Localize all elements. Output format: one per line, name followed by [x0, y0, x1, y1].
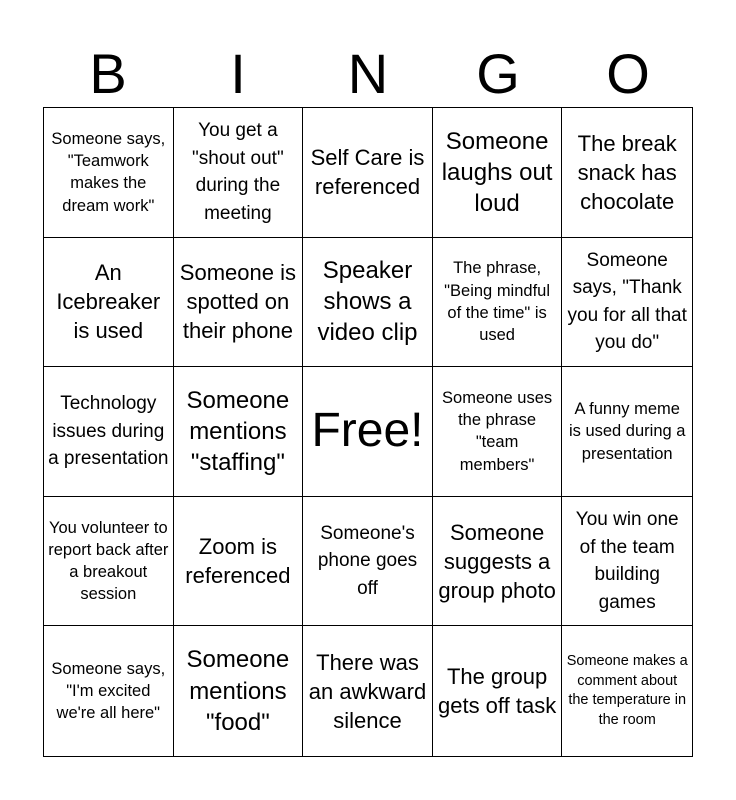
bingo-cell-r4c2[interactable]: Zoom is referenced: [174, 497, 304, 627]
bingo-cell-r2c2[interactable]: Someone is spotted on their phone: [174, 238, 304, 368]
bingo-cell-r5c4[interactable]: The group gets off task: [433, 626, 563, 756]
bingo-cell-r2c4[interactable]: The phrase, "Being mindful of the time" is used: [433, 238, 563, 368]
bingo-cell-r1c5[interactable]: The break snack has chocolate: [562, 108, 692, 238]
header-letter-n: N: [347, 42, 389, 105]
bingo-cell-r4c1[interactable]: You volunteer to report back after a breakout session: [44, 497, 174, 627]
bingo-cell-free[interactable]: Free!: [303, 367, 433, 497]
bingo-cell-r5c1[interactable]: Someone says, "I'm excited we're all here": [44, 626, 174, 756]
bingo-cell-r2c1[interactable]: An Icebreaker is used: [44, 238, 174, 368]
bingo-cell-r1c3[interactable]: Self Care is referenced: [303, 108, 433, 238]
bingo-cell-r1c2[interactable]: You get a "shout out" during the meeting: [174, 108, 304, 238]
bingo-cell-r4c4[interactable]: Someone suggests a group photo: [433, 497, 563, 627]
bingo-cell-r1c1[interactable]: Someone says, "Teamwork makes the dream work": [44, 108, 174, 238]
header-letter-i: I: [230, 42, 246, 105]
bingo-cell-r2c3[interactable]: Speaker shows a video clip: [303, 238, 433, 368]
bingo-cell-r4c5[interactable]: You win one of the team building games: [562, 497, 692, 627]
bingo-cell-r4c3[interactable]: Someone's phone goes off: [303, 497, 433, 627]
bingo-cell-r3c1[interactable]: Technology issues during a presentation: [44, 367, 174, 497]
header-letter-o: O: [606, 42, 650, 105]
bingo-cell-r3c5[interactable]: A funny meme is used during a presentation: [562, 367, 692, 497]
bingo-board: [43, 107, 693, 757]
bingo-cell-r5c2[interactable]: Someone mentions "food": [174, 626, 304, 756]
header-letter-b: B: [89, 42, 127, 105]
header-letter-g: G: [476, 42, 520, 105]
bingo-cell-r1c4[interactable]: Someone laughs out loud: [433, 108, 563, 238]
bingo-cell-r3c2[interactable]: Someone mentions "staffing": [174, 367, 304, 497]
bingo-cell-r3c4[interactable]: Someone uses the phrase "team members": [433, 367, 563, 497]
bingo-cell-r5c3[interactable]: There was an awkward silence: [303, 626, 433, 756]
bingo-header: [43, 40, 693, 108]
bingo-cell-r2c5[interactable]: Someone says, "Thank you for all that you do": [562, 238, 692, 368]
bingo-cell-r5c5[interactable]: Someone makes a comment about the temperature in the room: [566, 653, 688, 728]
